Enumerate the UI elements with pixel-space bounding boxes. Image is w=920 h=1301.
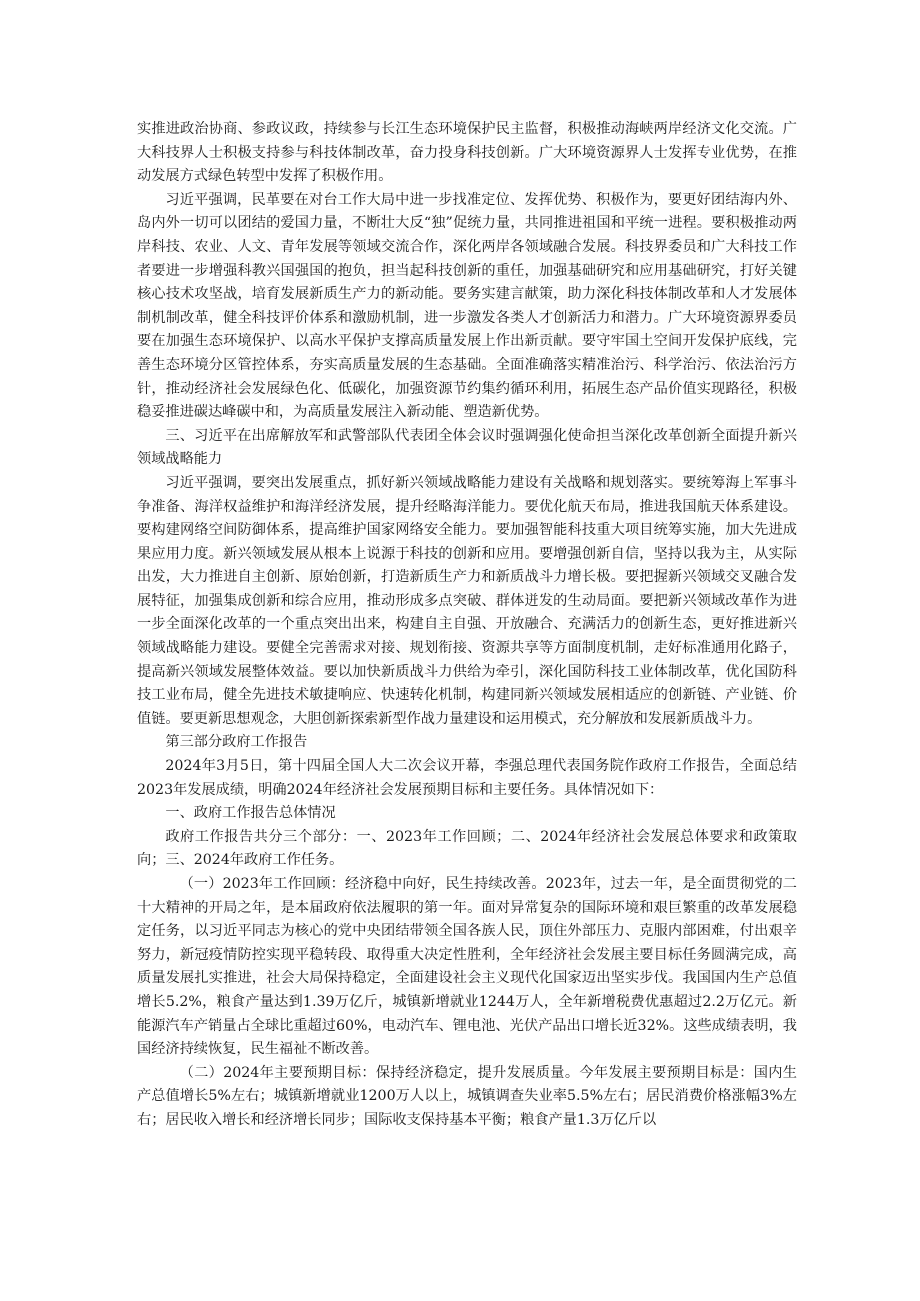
paragraph: 政府工作报告共分三个部分：一、2023年工作回顾；二、2024年经济社会发展总体要求和政策取向；三、2024年政府工作任务。 (137, 828, 797, 869)
paragraph: 第三部分政府工作报告 (165, 734, 308, 751)
paragraph: 三、习近平在出席解放军和武警部队代表团全体会议时强调强化使命担当深化改革创新全面提升新兴领域战略能力 (137, 427, 797, 468)
paragraph: 实推进政治协商、参政议政，持续参与长江生态环境保护民主监督，积极推动海峡两岸经济文化交流。广大科技界人士积极支持参与科技体制改革，奋力投身科技创新。广大环境资源界人士发挥专业优势，在推动发展方式绿色转型中发挥了积极作用。 (137, 121, 797, 185)
paragraph: （二）2024年主要预期目标：保持经济稳定，提升发展质量。今年发展主要预期目标是：国内生产总值增长5%左右；城镇新增就业1200万人以上，城镇调查失业率5.5%左右；居民消费价格涨幅3%左右；居民收入增长和经济增长同步；国际收支保持基本平衡；粮食产量1.3万亿斤以 (137, 1064, 797, 1128)
paragraph: 习近平强调，民革要在对台工作大局中进一步找准定位、发挥优势、积极作为，要更好团结海内外、岛内外一切可以团结的爱国力量，不断壮大反“独”促统力量，共同推进祖国和平统一进程。要积极推动两岸科技、农业、人文、青年发展等领域交流合作，深化两岸各领域融合发展。科技界委员和广大科技工作者要进一步增强科教兴国强国的抱负，担当起科技创新的重任，加强基础研究和应用基础研究，打好关键核心技术攻坚战，培育发展新质生产力的新动能。要务实建言献策，助力深化科技体制改革和人才发展体制机制改革，健全科技评价体系和激励机制，进一步激发各类人才创新活力和潜力。广大环境资源界委员要在加强生态环境保护、以高水平保护支撑高质量发展上作出新贡献。要守牢国土空间开发保护底线，完善生态环境分区管控体系，夯实高质量发展的生态基础。全面准确落实精准治污、科学治污、依法治污方针，推动经济社会发展绿色化、低碳化，加强资源节约集约循环利用，拓展生态产品价值实现路径，积极稳妥推进碳达峰碳中和，为高质量发展注入新动能、塑造新优势。 (137, 191, 797, 421)
document-page (137, 118, 797, 1133)
paragraph: 2024年3月5日，第十四届全国人大二次会议开幕，李强总理代表国务院作政府工作报告，全面总结2023年发展成绩，明确2024年经济社会发展预期目标和主要任务。具体情况如下： (137, 758, 797, 798)
paragraph: 习近平强调，要突出发展重点，抓好新兴领域战略能力建设有关战略和规划落实。要统筹海上军事斗争准备、海洋权益维护和海洋经济发展，提升经略海洋能力。要优化航天布局，推进我国航天体系建设。要构建网络空间防御体系，提高维护国家网络安全能力。要加强智能科技重大项目统筹实施，加大先进成果应用力度。新兴领域发展从根本上说源于科技的创新和应用。要增强创新自信，坚持以我为主，从实际出发，大力推进自主创新、原始创新，打造新质生产力和新质战斗力增长极。要把握新兴领域交叉融合发展特征，加强集成创新和综合应用，推动形成多点突破、群体迸发的生动局面。要把新兴领域改革作为进一步全面深化改革的一个重点突出出来，构建自主自强、开放融合、充满活力的创新生态，更好推进新兴领域战略能力建设。要健全完善需求对接、规划衔接、资源共享等方面制度机制，走好标准通用化路子，提高新兴领域发展整体效益。要以加快新质战斗力供给为牵引，深化国防科技工业体制改革，优化国防科技工业布局，健全先进技术敏捷响应、快速转化机制，构建同新兴领域发展相适应的创新链、产业链、价值链。要更新思想观念，大胆创新探索新型作战力量建设和运用模式，充分解放和发展新质战斗力。 (137, 474, 797, 727)
paragraph: 一、政府工作报告总体情况 (165, 805, 336, 822)
paragraph: （一）2023年工作回顾：经济稳中向好，民生持续改善。2023年，过去一年，是全面贯彻党的二十大精神的开局之年，是本届政府依法履职的第一年。面对异常复杂的国际环境和艰巨繁重的改革发展稳定任务，以习近平同志为核心的党中央团结带领全国各族人民，顶住外部压力、克服内部困难，付出艰辛努力，新冠疫情防控实现平稳转段、取得重大决定性胜利，全年经济社会发展主要目标任务圆满完成，高质量发展扎实推进，社会大局保持稳定，全面建设社会主义现代化国家迈出坚实步伐。我国国内生产总值增长5.2%，粮食产量达到1.39万亿斤，城镇新增就业1244万人，全年新增税费优惠超过2.2万亿元。新能源汽车产销量占全球比重超过60%，电动汽车、锂电池、光伏产品出口增长近32%。这些成绩表明，我国经济持续恢复，民生福祉不断改善。 (137, 876, 797, 1058)
